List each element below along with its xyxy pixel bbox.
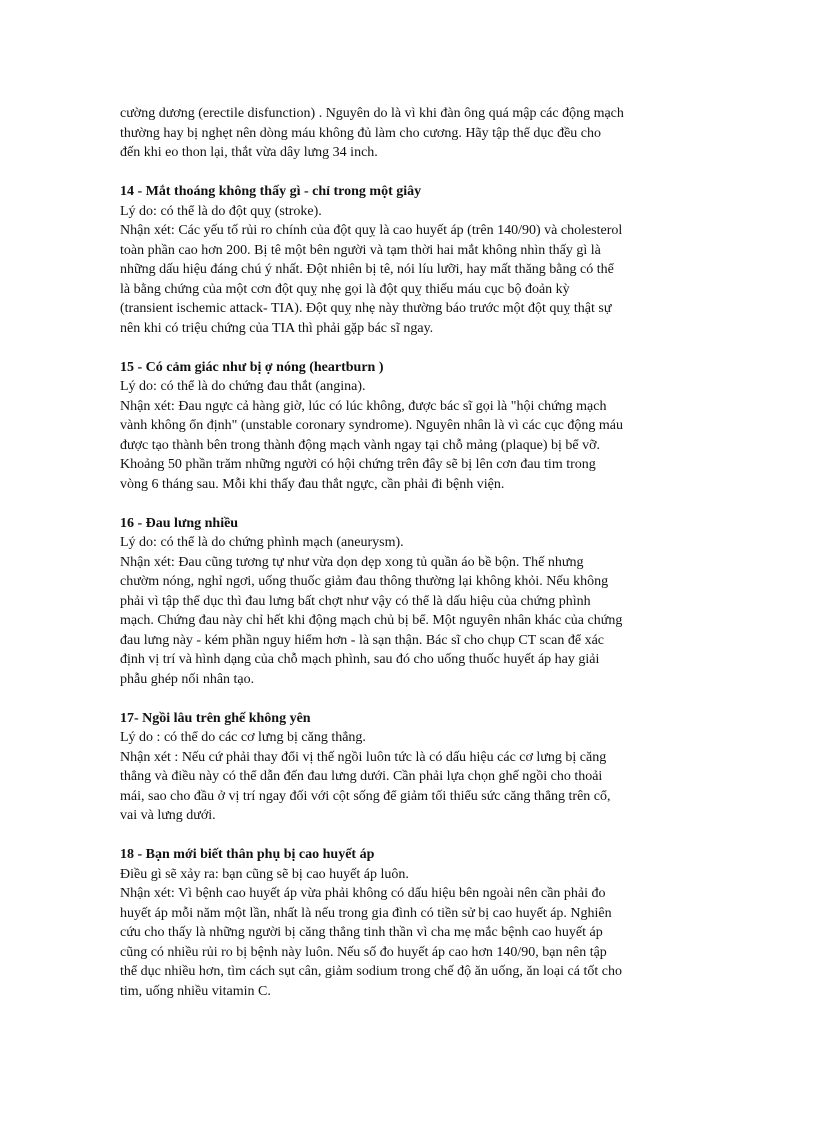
text-line: vành không ổn định" (unstable coronary syndrome). Nguyên nhân là vì các cục động máu [120,418,623,433]
text-line: Lý do: có thể là do chứng đau thắt (angina). [120,379,366,394]
text-line: Nhận xét: Đau ngực cả hàng giờ, lúc có lúc không, được bác sĩ gọi là "hội chứng mạch [120,398,607,414]
text-line: thường hay bị nghẹt nên dòng máu không đủ làm cho cương. Hãy tập thể dục đều cho [120,125,601,141]
text-line: vòng 6 tháng sau. Mỗi khi thấy đau thắt ngực, cần phải đi bệnh viện. [120,476,505,492]
text-line: cứu cho thấy là những người bị căng thẳng tinh thần vì cha mẹ mắc bệnh cao huyết áp [120,925,603,940]
text-line: chườm nóng, nghỉ ngơi, uống thuốc giảm đau thông thường lại không khỏi. Nếu không [120,574,609,589]
text-line: định vị trí và hình dạng của chỗ mạch phình, sau đó cho uống thuốc huyết áp hay giải [120,652,600,667]
document-page [120,104,700,1001]
text-line: Nhận xét: Đau cũng tương tự như vừa dọn dẹp xong tủ quần áo bề bộn. Thế nhưng [120,554,584,570]
text-line: cường dương (erectile disfunction) . Nguyên do là vì khi đàn ông quá mập các động mạch [120,106,624,121]
text-line: Lý do : có thể do các cơ lưng bị căng thẳng. [120,730,366,745]
text-line: Nhận xét : Nếu cứ phải thay đổi vị thế ngồi luôn tức là có dấu hiệu các cơ lưng bị căng [120,749,607,765]
text-line: được tạo thành bên trong thành động mạch vành ngay tại chỗ mảng (plaque) bị bể vỡ. [120,437,600,453]
text-line: phải vì tập thể dục thì đau lưng bất chợt như vậy có thể là dấu hiệu của chứng phình [120,593,591,609]
text-line: phẫu ghép nối nhân tạo. [120,671,255,687]
text-line: Nhận xét: Các yếu tố rủi ro chính của đột quỵ là cao huyết áp (trên 140/90) và cholesterol [120,223,623,238]
text-line: thẳng và điều này có thể dẫn đến đau lưng dưới. Cần phải lựa chọn ghế ngồi cho thoải [120,769,603,784]
section-17 [120,709,700,826]
section-heading: 16 - Đau lưng nhiều [120,515,239,531]
text-line: tim, uống nhiều vitamin C. [120,983,271,999]
text-line: Lý do: có thể là do đột quỵ (stroke). [120,203,322,219]
text-line: là bằng chứng của một cơn đột quỵ nhẹ gọi là đột quỵ thiếu máu cục bộ đoản kỳ [120,281,570,297]
text-line: mạch. Chứng đau này chỉ hết khi động mạch chủ bị bể. Một nguyên nhân khác của chứng [120,613,623,628]
text-line: thể dục nhiều hơn, tìm cách sụt cân, giảm sodium trong chế độ ăn uống, ăn loại cá tốt cho [120,964,622,979]
text-line: toàn phần cao hơn 200. Bị tê một bên người và tạm thời hai mắt không nhìn thấy gì là [120,242,601,258]
text-line: đau lưng này - kém phần nguy hiểm hơn - là sạn thận. Bác sĩ cho chụp CT scan để xác [120,632,604,648]
text-line: huyết áp mỗi năm một lần, nhất là nếu trong gia đình có tiền sử bị cao huyết áp. Nghiên [120,905,612,921]
text-line: (transient ischemic attack- TIA). Đột quỵ nhẹ này thường báo trước một đột quỵ thật sự [120,301,612,316]
section-15 [120,358,700,495]
text-line: đến khi eo thon lại, thắt vừa dây lưng 34 inch. [120,145,378,160]
intro-paragraph [120,104,700,163]
text-line: Nhận xét: Vì bệnh cao huyết áp vừa phải không có dấu hiệu bên ngoài nên cần phải đo [120,886,606,901]
section-18 [120,845,700,1001]
text-line: nên khi có triệu chứng của TIA thì phải gặp bác sĩ ngay. [120,320,434,336]
text-line: Lý do: có thể là do chứng phình mạch (aneurysm). [120,535,404,550]
section-heading: 17- Ngồi lâu trên ghế không yên [120,710,311,726]
text-line: cũng có nhiều rủi ro bị bệnh này luôn. Nếu số đo huyết áp cao hơn 140/90, bạn nên tập [120,944,607,960]
section-14 [120,182,700,338]
section-heading: 14 - Mắt thoáng không thấy gì - chỉ trong một giây [120,184,422,199]
text-line: mái, sao cho đầu ở vị trí ngay đối với cột sống để giảm tối thiểu sức căng thẳng trên cổ, [120,788,611,804]
text-line: Khoảng 50 phần trăm những người có hội chứng trên đây sẽ bị lên cơn đau tim trong [120,457,596,472]
text-line: vai và lưng dưới. [120,808,216,823]
text-line: Điều gì sẽ xảy ra: bạn cũng sẽ bị cao huyết áp luôn. [120,866,409,882]
section-heading: 18 - Bạn mới biết thân phụ bị cao huyết áp [120,847,375,862]
text-line: những dấu hiệu đáng chú ý nhất. Đột nhiên bị tê, nói líu lưỡi, hay mất thăng bằng có thể [120,262,614,277]
section-16 [120,514,700,690]
section-heading: 15 - Có cảm giác như bị ợ nóng (heartburn ) [120,359,384,375]
